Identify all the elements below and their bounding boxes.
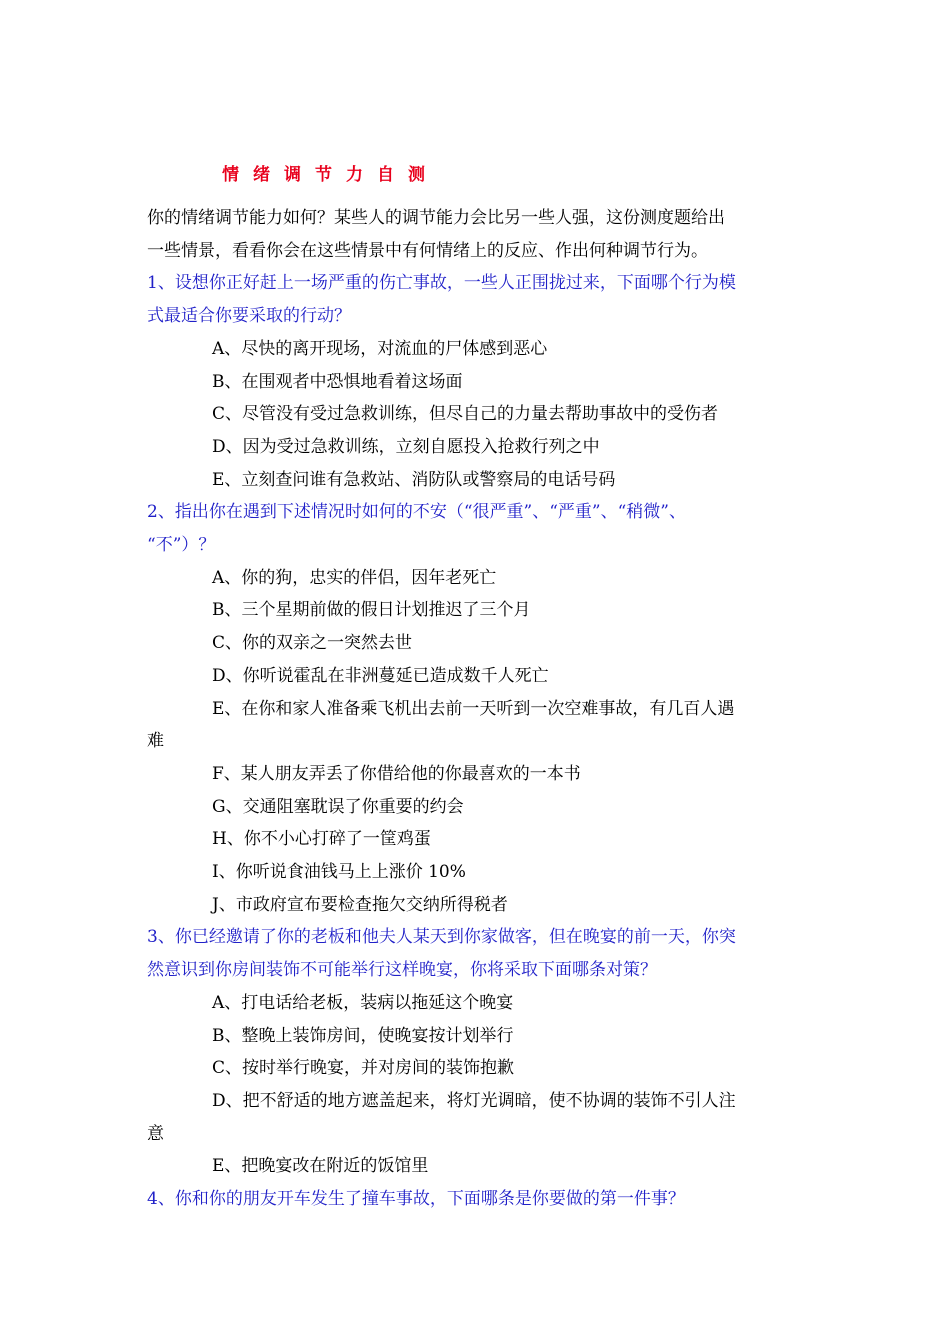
document-body <box>147 202 815 1216</box>
option-text: E、立刻查问谁有急救站、消防队或警察局的电话号码 <box>212 469 616 490</box>
option-text: C、按时举行晚宴，并对房间的装饰抱歉 <box>212 1058 515 1079</box>
intro-line: 一些情景，看看你会在这些情景中有何情绪上的反应、作出何种调节行为。 <box>147 240 708 261</box>
option-text: F、某人朋友弄丢了你借给他的你最喜欢的一本书 <box>212 763 581 784</box>
option-text: C、尽管没有受过急救训练，但尽自己的力量去帮助事故中的受伤者 <box>212 404 719 425</box>
option-text: A、打电话给老板，装病以拖延这个晚宴 <box>212 992 514 1013</box>
option-text: E、在你和家人准备乘飞机出去前一天听到一次空难事故，有几百人遇 <box>212 698 735 719</box>
option-text: G、交通阻塞耽误了你重要的约会 <box>212 796 464 817</box>
intro-line: 你的情绪调节能力如何？某些人的调节能力会比另一些人强，这份测度题给出 <box>147 208 725 228</box>
option-text: D、把不舒适的地方遮盖起来，将灯光调暗，使不协调的装饰不引人注 <box>212 1090 736 1111</box>
question-block <box>147 496 815 921</box>
document-title: 情绪调节力自测 <box>222 165 439 185</box>
option-text: H、你不小心打碎了一筐鸡蛋 <box>212 829 431 850</box>
option-text: A、尽快的离开现场，对流血的尸体感到恶心 <box>212 338 548 359</box>
option-text: J、市政府宣布要检查拖欠交纳所得税者 <box>212 894 508 915</box>
option-text: B、三个星期前做的假日计划推迟了三个月 <box>212 600 531 621</box>
question-text: 2、指出你在遇到下述情况时如何的不安（“很严重”、“严重”、“稍微”、 <box>147 502 686 523</box>
question-list <box>147 267 815 1215</box>
option-text: C、你的双亲之一突然去世 <box>212 633 413 654</box>
question-block <box>147 1183 815 1216</box>
option-text-continued: 意 <box>147 1123 164 1144</box>
question-text: 然意识到你房间装饰不可能举行这样晚宴，你将采取下面哪条对策？ <box>147 960 657 981</box>
question-text: “不”）？ <box>147 535 216 556</box>
question-text: 4、你和你的朋友开车发生了撞车事故，下面哪条是你要做的第一件事？ <box>147 1189 685 1210</box>
question-text: 3、你已经邀请了你的老板和他夫人某天到你家做客，但在晚宴的前一天，你突 <box>147 927 736 948</box>
option-text: A、你的狗，忠实的伴侣，因年老死亡 <box>212 567 497 588</box>
option-text: B、整晚上装饰房间，使晚宴按计划举行 <box>212 1025 514 1046</box>
option-text: D、因为受过急救训练，立刻自愿投入抢救行列之中 <box>212 436 600 457</box>
question-text: 式最适合你要采取的行动？ <box>147 306 351 327</box>
question-text: 1、设想你正好赶上一场严重的伤亡事故，一些人正围拢过来，下面哪个行为模 <box>147 273 736 294</box>
option-text: D、你听说霍乱在非洲蔓延已造成数千人死亡 <box>212 665 549 686</box>
option-text-continued: 难 <box>147 731 164 752</box>
option-text: E、把晚宴改在附近的饭馆里 <box>212 1156 429 1177</box>
question-block <box>147 921 815 1183</box>
question-block <box>147 267 815 496</box>
option-text: I、你听说食油钱马上上涨价 10% <box>212 862 466 883</box>
option-text: B、在围观者中恐惧地看着这场面 <box>212 371 463 392</box>
